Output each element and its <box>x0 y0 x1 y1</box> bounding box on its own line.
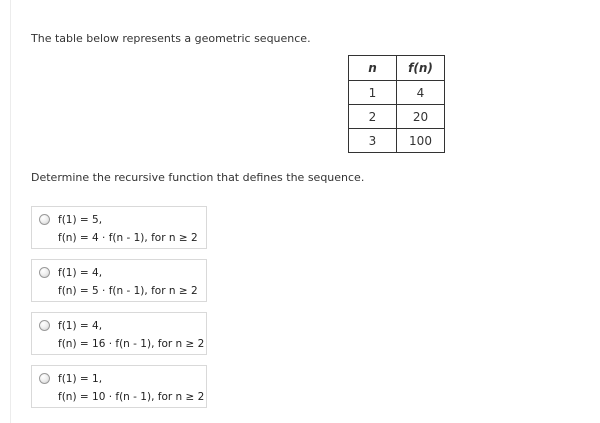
prompt-text: The table below represents a geometric sequence. <box>31 32 311 45</box>
choice-2-recursive: f(n) = 5 · f(n - 1), for n ≥ 2 <box>58 285 198 297</box>
choice-option-3[interactable] <box>31 312 207 355</box>
choice-4-initial: f(1) = 1, <box>58 373 103 385</box>
choice-1-recursive: f(n) = 4 · f(n - 1), for n ≥ 2 <box>58 232 198 244</box>
table-row <box>349 105 445 129</box>
choice-3-initial: f(1) = 4, <box>58 320 103 332</box>
choice-option-4[interactable] <box>31 365 207 408</box>
table-cell-n: 2 <box>349 105 397 129</box>
choice-1-initial: f(1) = 5, <box>58 214 103 226</box>
radio-button-2[interactable] <box>39 267 50 278</box>
choice-4-recursive: f(n) = 10 · f(n - 1), for n ≥ 2 <box>58 391 205 403</box>
table-cell-fn: 100 <box>397 129 445 153</box>
choice-2-initial: f(1) = 4, <box>58 267 103 279</box>
radio-button-4[interactable] <box>39 373 50 384</box>
radio-button-1[interactable] <box>39 214 50 225</box>
header-n: n <box>349 56 397 81</box>
radio-button-3[interactable] <box>39 320 50 331</box>
table-row <box>349 81 445 105</box>
choice-option-2[interactable] <box>31 259 207 302</box>
left-divider <box>10 0 11 423</box>
table-row <box>349 129 445 153</box>
choice-option-1[interactable] <box>31 206 207 249</box>
header-fn: f(n) <box>397 56 445 81</box>
answer-choices <box>31 206 207 418</box>
question-text: Determine the recursive function that defines the sequence. <box>31 171 365 184</box>
table-cell-fn: 20 <box>397 105 445 129</box>
table-cell-n: 3 <box>349 129 397 153</box>
table-cell-fn: 4 <box>397 81 445 105</box>
table-header-row <box>349 56 445 81</box>
sequence-table <box>348 55 445 153</box>
choice-3-recursive: f(n) = 16 · f(n - 1), for n ≥ 2 <box>58 338 205 350</box>
table-cell-n: 1 <box>349 81 397 105</box>
